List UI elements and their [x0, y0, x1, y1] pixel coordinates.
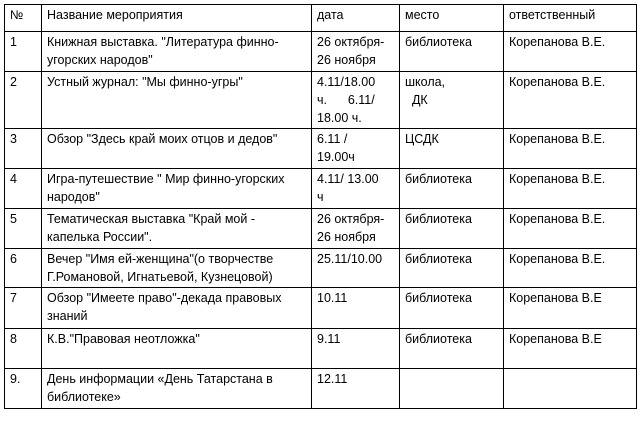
place-line: ДК	[405, 93, 428, 107]
date-line: 4.11/ 13.00	[317, 172, 379, 186]
place-line: библиотека	[405, 212, 472, 226]
place-line: библиотека	[405, 332, 472, 346]
date-line: 26 октября-	[317, 35, 385, 49]
row-date	[312, 32, 400, 72]
header-place: место	[400, 5, 504, 32]
row-responsible: Корепанова В.Е	[504, 288, 637, 329]
row-name: Обзор "Имеете право"-декада правовых знаний	[42, 288, 312, 329]
date-line: 9.11	[317, 332, 341, 346]
date-line: 18.00 ч.	[317, 111, 362, 125]
table-row	[5, 369, 637, 409]
events-table	[4, 4, 637, 409]
date-line: 26 ноября	[317, 53, 376, 67]
header-responsible: ответственный	[504, 5, 637, 32]
table-row	[5, 72, 637, 129]
row-responsible: Корепанова В.Е.	[504, 72, 637, 129]
table-row	[5, 288, 637, 329]
row-place	[400, 209, 504, 249]
date-line: 25.11/10.00	[317, 252, 383, 266]
row-name: Игра-путешествие " Мир финно-угорских народов"	[42, 169, 312, 209]
table-row	[5, 129, 637, 169]
table-row	[5, 209, 637, 249]
row-num: 6	[5, 249, 42, 288]
row-date	[312, 169, 400, 209]
table-row	[5, 249, 637, 288]
row-name: Вечер "Имя ей-женщина"(о творчестве Г.Романовой, Игнатьевой, Кузнецовой)	[42, 249, 312, 288]
date-line: ч. 6.11/	[317, 93, 375, 107]
date-line: 6.11 /	[317, 132, 348, 146]
header-date: дата	[312, 5, 400, 32]
place-line: библиотека	[405, 35, 472, 49]
row-num: 3	[5, 129, 42, 169]
row-name: Книжная выставка. "Литература финно-угорских народов"	[42, 32, 312, 72]
place-line: ЦСДК	[405, 132, 439, 146]
row-place	[400, 169, 504, 209]
date-line: ч	[317, 190, 324, 204]
row-num: 9.	[5, 369, 42, 409]
row-place	[400, 129, 504, 169]
date-line: 19.00ч	[317, 150, 355, 164]
header-name: Название мероприятия	[42, 5, 312, 32]
row-place	[400, 32, 504, 72]
row-place	[400, 288, 504, 329]
date-line: 12.11	[317, 372, 348, 386]
row-name: Тематическая выставка "Край мой - капелька России".	[42, 209, 312, 249]
place-line: библиотека	[405, 172, 472, 186]
row-place	[400, 72, 504, 129]
row-date	[312, 369, 400, 409]
row-name: Устный журнал: "Мы финно-угры"	[42, 72, 312, 129]
row-responsible: Корепанова В.Е.	[504, 32, 637, 72]
date-line: 26 ноября	[317, 230, 376, 244]
place-line: библиотека	[405, 291, 472, 305]
row-date	[312, 329, 400, 369]
row-num: 5	[5, 209, 42, 249]
row-num: 8	[5, 329, 42, 369]
row-num: 2	[5, 72, 42, 129]
row-num: 4	[5, 169, 42, 209]
place-line: школа,	[405, 75, 446, 89]
row-place	[400, 369, 504, 409]
table-row	[5, 169, 637, 209]
row-date	[312, 209, 400, 249]
date-line: 26 октября-	[317, 212, 385, 226]
row-date	[312, 129, 400, 169]
row-responsible: Корепанова В.Е.	[504, 129, 637, 169]
row-responsible: Корепанова В.Е.	[504, 169, 637, 209]
row-num: 1	[5, 32, 42, 72]
row-place	[400, 249, 504, 288]
row-name: К.В."Правовая неотложка"	[42, 329, 312, 369]
row-responsible: Корепанова В.Е	[504, 329, 637, 369]
row-date	[312, 72, 400, 129]
row-name: Обзор "Здесь край моих отцов и дедов"	[42, 129, 312, 169]
row-num: 7	[5, 288, 42, 329]
row-date	[312, 249, 400, 288]
header-num: №	[5, 5, 42, 32]
date-line: 4.11/18.00	[317, 75, 376, 89]
row-responsible: Корепанова В.Е.	[504, 209, 637, 249]
row-responsible: Корепанова В.Е.	[504, 249, 637, 288]
place-line: библиотека	[405, 252, 472, 266]
row-place	[400, 329, 504, 369]
row-date	[312, 288, 400, 329]
row-name: День информации «День Татарстана в библиотеке»	[42, 369, 312, 409]
table-row	[5, 329, 637, 369]
date-line: 10.11	[317, 291, 348, 305]
table-header-row	[5, 5, 637, 32]
row-responsible	[504, 369, 637, 409]
table-row	[5, 32, 637, 72]
